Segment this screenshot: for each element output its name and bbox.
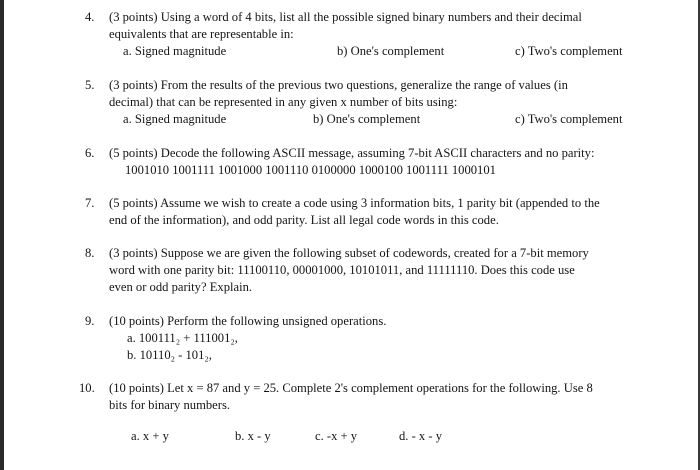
question-text-line: (5 points) Decode the following ASCII message, assuming 7-bit ASCII characters and no parity:	[109, 146, 595, 160]
question-text-line: end of the information), and odd parity. List all legal code words in this code.	[109, 213, 499, 227]
option-twos-complement: c) Two's complement	[515, 44, 623, 58]
question-number: 9.	[85, 314, 95, 328]
question-10	[79, 380, 645, 445]
question-number: 4.	[85, 10, 95, 24]
option-signed-magnitude: a. Signed magnitude	[123, 112, 227, 126]
question-text-line: bits for binary numbers.	[109, 398, 231, 412]
question-text-line: (3 points) Suppose we are given the following subset of codewords, created for a 7-bit memory	[109, 246, 589, 260]
subitem-b: b. 10110₂ - 101₂,	[127, 348, 212, 362]
question-5	[85, 77, 645, 128]
question-text-line: (10 points) Let x = 87 and y = 25. Complete 2's complement operations for the following. Use 8	[109, 381, 593, 395]
page-edge-left	[0, 0, 4, 470]
question-text-line: (3 points) Using a word of 4 bits, list all the possible signed binary numbers and their decimal	[109, 10, 582, 24]
question-number: 5.	[85, 78, 95, 92]
question-4	[85, 9, 645, 60]
question-9	[85, 313, 645, 364]
question-text-line: equivalents that are representable in:	[109, 27, 294, 41]
question-text-line: (3 points) From the results of the previous two questions, generalize the range of values (in	[109, 78, 568, 92]
operations-row	[109, 428, 645, 445]
operation-a: a. x + y	[131, 429, 169, 443]
question-7	[85, 195, 645, 229]
option-twos-complement: c) Two's complement	[515, 112, 623, 126]
question-number: 6.	[85, 146, 95, 160]
question-text-line: (10 points) Perform the following unsigned operations.	[109, 314, 387, 328]
operation-b: b. x - y	[235, 429, 271, 443]
question-number: 7.	[85, 196, 95, 210]
options-row	[109, 111, 645, 128]
subitem-a: a. 100111₂ + 111001₂,	[127, 331, 238, 345]
question-number: 8.	[85, 246, 95, 260]
question-text-line: even or odd parity? Explain.	[109, 280, 253, 294]
operation-c: c. -x + y	[315, 429, 358, 443]
question-text-line: word with one parity bit: 11100110, 00001000, 10101011, and 11111110. Does this code use	[109, 263, 575, 277]
option-ones-complement: b) One's complement	[337, 44, 445, 58]
question-text-line: decimal) that can be represented in any given x number of bits using:	[109, 95, 458, 109]
question-number: 10.	[79, 381, 95, 395]
option-ones-complement: b) One's complement	[313, 112, 421, 126]
question-text-line: (5 points) Assume we wish to create a code using 3 information bits, 1 parity bit (appended to the	[109, 196, 600, 210]
option-signed-magnitude: a. Signed magnitude	[123, 44, 227, 58]
operation-d: d. - x - y	[399, 429, 443, 443]
question-6	[85, 145, 645, 179]
options-row	[109, 43, 645, 60]
question-8	[85, 245, 645, 296]
ascii-bit-sequence: 1001010 1001111 1001000 1001110 0100000 1000100 1001111 1000101	[125, 163, 496, 177]
